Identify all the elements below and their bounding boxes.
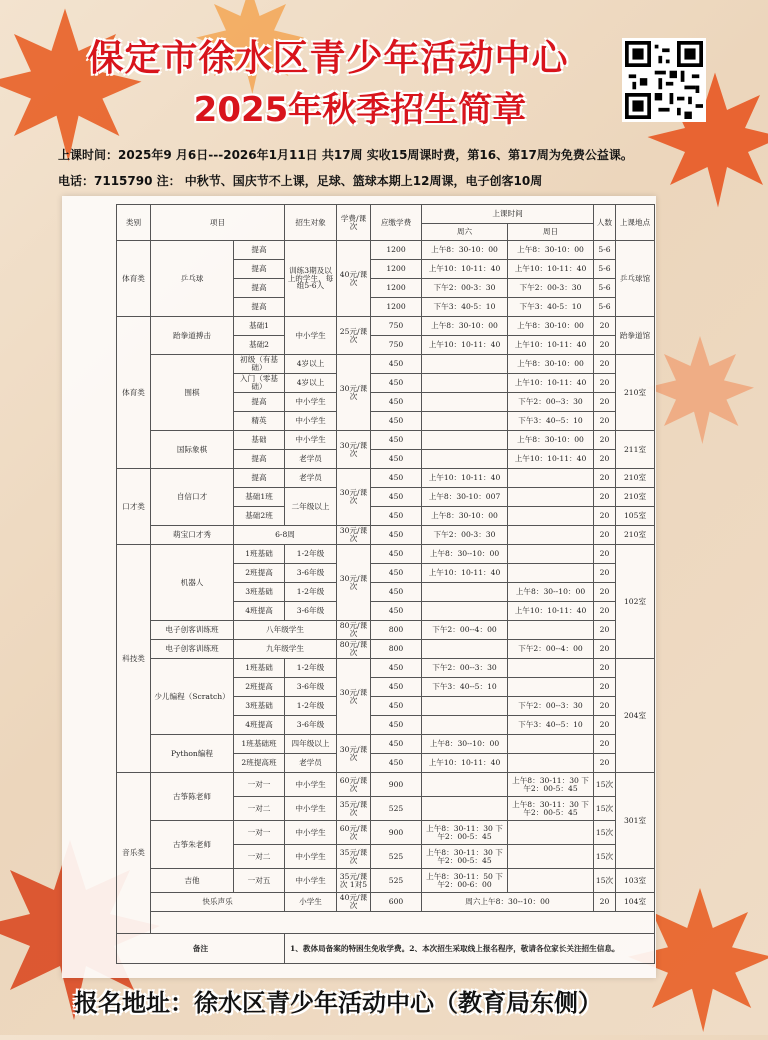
sat-time-cell: 下午2：00-3：30 (422, 526, 508, 545)
count-cell: 20 (594, 621, 616, 640)
header-fee: 学费/课次 (337, 205, 371, 241)
target-cell: 1-2年级 (285, 545, 337, 564)
fee-cell: 60元/课次 (337, 773, 371, 797)
fee-cell: 80元/课次 (337, 621, 371, 640)
fee-cell: 30元/课次 (337, 545, 371, 621)
project-cell: 电子创客训练班 (151, 621, 234, 640)
sun-time-cell (508, 469, 594, 488)
sun-time-cell: 上午10：10-11：40 (508, 450, 594, 469)
location-cell: 210室 (616, 355, 655, 431)
sat-time-cell (422, 773, 508, 797)
location-cell: 103室 (616, 869, 655, 893)
sat-time-cell: 上午10：10-11：40 (422, 336, 508, 355)
target-cell: 中小学生 (285, 412, 337, 431)
header-saturday: 周六 (422, 224, 508, 241)
sun-time-cell (508, 659, 594, 678)
sun-time-cell (508, 545, 594, 564)
count-cell: 5-6 (594, 279, 616, 298)
level-cell: 4班提高 (234, 602, 285, 621)
target-cell: 老学员 (285, 754, 337, 773)
level-cell: 入门（零基础） (234, 374, 285, 393)
course-table (116, 204, 655, 964)
count-cell: 20 (594, 355, 616, 374)
count-cell: 20 (594, 526, 616, 545)
poster-title-line1: 保定市徐水区青少年活动中心 (87, 38, 569, 79)
remark-label: 备注 (117, 934, 285, 964)
count-cell: 5-6 (594, 241, 616, 260)
sun-time-cell: 上午10：10-11：40 (508, 336, 594, 355)
target-cell: 训练3期及以上的学生，每组5-6人 (285, 241, 337, 317)
level-cell: 提高 (234, 241, 285, 260)
level-cell: 3班基础 (234, 583, 285, 602)
sat-time-cell (422, 450, 508, 469)
fee-cell: 30元/课次 (337, 735, 371, 773)
target-cell: 小学生 (285, 893, 337, 912)
header-payable: 应缴学费 (371, 205, 422, 241)
sun-time-cell: 下午2：00-3：30 (508, 279, 594, 298)
payable-cell: 750 (371, 317, 422, 336)
level-cell: 1班基础班 (234, 735, 285, 754)
sun-time-cell: 下午3：40--5：10 (508, 716, 594, 735)
payable-cell: 450 (371, 507, 422, 526)
sun-time-cell: 上午8：30-10：00 (508, 241, 594, 260)
sun-time-cell: 上午10：10-11：40 (508, 374, 594, 393)
sat-time-cell: 上午8：30-10：007 (422, 488, 508, 507)
payable-cell: 450 (371, 431, 422, 450)
sat-time-cell (422, 602, 508, 621)
project-cell: 机器人 (151, 545, 234, 621)
count-cell: 20 (594, 545, 616, 564)
count-cell: 20 (594, 893, 616, 912)
target-cell: 6-8周 (234, 526, 337, 545)
count-cell: 20 (594, 564, 616, 583)
location-cell: 301室 (616, 773, 655, 869)
count-cell: 20 (594, 583, 616, 602)
count-cell: 20 (594, 431, 616, 450)
payable-cell: 800 (371, 640, 422, 659)
header-sunday: 周日 (508, 224, 594, 241)
sun-time-cell: 上午8：30-11：30 下午2：00-5：45 (508, 773, 594, 797)
location-cell: 211室 (616, 431, 655, 469)
count-cell: 20 (594, 393, 616, 412)
fee-cell: 40元/课次 (337, 893, 371, 912)
project-cell: 围棋 (151, 355, 234, 431)
qr-code-image (622, 38, 706, 122)
level-cell: 提高 (234, 469, 285, 488)
target-cell: 3-6年级 (285, 602, 337, 621)
fee-cell: 30元/课次 (337, 526, 371, 545)
count-cell: 20 (594, 412, 616, 431)
category-cell: 口才类 (117, 469, 151, 545)
payable-cell: 450 (371, 564, 422, 583)
payable-cell: 450 (371, 355, 422, 374)
project-cell: 自信口才 (151, 469, 234, 526)
sun-time-cell: 下午2：00--4：00 (508, 640, 594, 659)
sat-time-cell: 上午10：10-11：40 (422, 564, 508, 583)
target-cell: 老学员 (285, 450, 337, 469)
location-cell: 104室 (616, 893, 655, 912)
target-cell: 中小学生 (285, 845, 337, 869)
target-cell: 八年级学生 (234, 621, 337, 640)
level-cell: 提高 (234, 393, 285, 412)
count-cell: 20 (594, 754, 616, 773)
count-cell: 20 (594, 507, 616, 526)
level-cell: 一对一 (234, 821, 285, 845)
payable-cell: 450 (371, 659, 422, 678)
target-cell: 中小学生 (285, 773, 337, 797)
sat-time-cell: 上午8：30-10：00 (422, 507, 508, 526)
target-cell: 中小学生 (285, 431, 337, 450)
sat-time-cell: 上午8：30-11：30 下午2：00-5：45 (422, 845, 508, 869)
count-cell: 20 (594, 602, 616, 621)
sat-time-cell: 下午3：40--5：10 (422, 678, 508, 697)
sun-time-cell: 上午10：10-11：40 (508, 602, 594, 621)
count-cell: 20 (594, 640, 616, 659)
sat-time-cell: 上午8：30-11：30 下午2：00-5：45 (422, 821, 508, 845)
project-cell: 乒乓球 (151, 241, 234, 317)
location-cell: 204室 (616, 659, 655, 773)
payable-cell: 450 (371, 754, 422, 773)
fee-cell: 30元/课次 (337, 355, 371, 431)
contact-info-line: 电话：7115790 注： 中秋节、国庆节不上课，足球、篮球本期上12周课，电子创客10周 (58, 174, 543, 188)
sat-time-cell: 上午8：30-11：50 下午2：00-6：00 (422, 869, 508, 893)
location-cell: 乒乓球馆 (616, 241, 655, 317)
sun-time-cell: 上午10：10-11：40 (508, 260, 594, 279)
sun-time-cell: 下午3：40--5：10 (508, 412, 594, 431)
sat-time-cell (422, 697, 508, 716)
level-cell: 提高 (234, 450, 285, 469)
count-cell: 20 (594, 697, 616, 716)
sun-time-cell (508, 526, 594, 545)
payable-cell: 450 (371, 583, 422, 602)
payable-cell: 1200 (371, 298, 422, 317)
target-cell: 1-2年级 (285, 659, 337, 678)
level-cell: 2班提高 (234, 678, 285, 697)
payable-cell: 450 (371, 469, 422, 488)
target-cell: 四年级以上 (285, 735, 337, 754)
sat-time-cell: 上午10：10-11：40 (422, 260, 508, 279)
sun-time-cell: 上午8：30--10：00 (508, 583, 594, 602)
sun-time-cell (508, 621, 594, 640)
remark-text: 1、教体局备案的特困生免收学费。2、本次招生采取线上报名程序，敬请各位家长关注招生信息。 (285, 934, 655, 964)
header-time: 上课时间 (422, 205, 594, 224)
category-cell: 体育类 (117, 317, 151, 469)
level-cell: 提高 (234, 260, 285, 279)
sun-time-cell (508, 869, 594, 893)
project-cell: 跆拳道搏击 (151, 317, 234, 355)
sat-time-cell: 上午8：30--10：00 (422, 735, 508, 754)
level-cell: 初级（有基础） (234, 355, 285, 374)
sun-time-cell: 上午8：30-10：00 (508, 355, 594, 374)
sat-time-cell: 下午3：40-5：10 (422, 298, 508, 317)
sun-time-cell: 下午2：00--3：30 (508, 697, 594, 716)
sat-time-cell: 上午8：30-10：00 (422, 241, 508, 260)
sun-time-cell (508, 564, 594, 583)
count-cell: 20 (594, 317, 616, 336)
target-cell: 3-6年级 (285, 678, 337, 697)
fee-cell: 35元/课次 (337, 797, 371, 821)
payable-cell: 1200 (371, 260, 422, 279)
payable-cell: 450 (371, 602, 422, 621)
count-cell: 15次 (594, 821, 616, 845)
sun-time-cell: 上午8：30-11：30 下午2：00-5：45 (508, 797, 594, 821)
count-cell: 15次 (594, 869, 616, 893)
sun-time-cell: 上午8：30-10：00 (508, 317, 594, 336)
sat-time-cell: 上午8：30-10：00 (422, 317, 508, 336)
location-cell: 210室 (616, 488, 655, 507)
sun-time-cell (508, 735, 594, 754)
target-cell: 中小学生 (285, 821, 337, 845)
project-cell: 吉他 (151, 869, 234, 893)
target-cell: 九年级学生 (234, 640, 337, 659)
level-cell: 基础 (234, 431, 285, 450)
payable-cell: 900 (371, 773, 422, 797)
sat-time-cell (422, 374, 508, 393)
project-cell: 少儿编程（Scratch） (151, 659, 234, 735)
fee-cell: 40元/课次 (337, 241, 371, 317)
header-target: 招生对象 (285, 205, 337, 241)
header-project: 项目 (151, 205, 285, 241)
sat-time-cell (422, 797, 508, 821)
sat-time-cell (422, 412, 508, 431)
fee-cell: 30元/课次 (337, 469, 371, 526)
level-cell: 一对二 (234, 845, 285, 869)
fee-cell: 35元/课次 (337, 845, 371, 869)
sun-time-cell (508, 754, 594, 773)
schedule-info-line: 上课时间：2025年9 月6日---2026年1月11日 共17周 实收15周课时费，第16、第17周为免费公益课。 (58, 148, 633, 162)
payable-cell: 600 (371, 893, 422, 912)
project-cell: 萌宝口才秀 (151, 526, 234, 545)
fee-cell: 30元/课次 (337, 431, 371, 469)
payable-cell: 525 (371, 845, 422, 869)
payable-cell: 450 (371, 735, 422, 754)
location-cell: 105室 (616, 507, 655, 526)
count-cell: 5-6 (594, 260, 616, 279)
project-cell: 古筝朱老师 (151, 821, 234, 869)
header-category: 类别 (117, 205, 151, 241)
payable-cell: 450 (371, 545, 422, 564)
target-cell: 中小学生 (285, 869, 337, 893)
level-cell: 基础1 (234, 317, 285, 336)
level-cell: 2班提高 (234, 564, 285, 583)
target-cell: 3-6年级 (285, 716, 337, 735)
count-cell: 5-6 (594, 298, 616, 317)
sat-time-cell (422, 393, 508, 412)
sat-time-cell: 上午10：10-11：40 (422, 469, 508, 488)
project-cell: 国际象棋 (151, 431, 234, 469)
count-cell: 20 (594, 469, 616, 488)
level-cell: 一对五 (234, 869, 285, 893)
level-cell: 基础2班 (234, 507, 285, 526)
count-cell: 20 (594, 488, 616, 507)
payable-cell: 450 (371, 488, 422, 507)
payable-cell: 525 (371, 869, 422, 893)
location-cell: 210室 (616, 469, 655, 488)
count-cell: 20 (594, 716, 616, 735)
payable-cell: 1200 (371, 241, 422, 260)
header-location: 上课地点 (616, 205, 655, 241)
level-cell: 提高 (234, 298, 285, 317)
level-cell: 1班基础 (234, 659, 285, 678)
count-cell: 20 (594, 336, 616, 355)
level-cell: 一对一 (234, 773, 285, 797)
payable-cell: 1200 (371, 279, 422, 298)
time-cell: 周六上午8：30--10：00 (422, 893, 594, 912)
location-cell: 跆拳道馆 (616, 317, 655, 355)
sun-time-cell: 下午3：40-5：10 (508, 298, 594, 317)
level-cell: 2班提高班 (234, 754, 285, 773)
sat-time-cell: 下午2：00--3：30 (422, 659, 508, 678)
payable-cell: 450 (371, 393, 422, 412)
target-cell: 1-2年级 (285, 583, 337, 602)
project-cell: 电子创客训练班 (151, 640, 234, 659)
level-cell: 1班基础 (234, 545, 285, 564)
target-cell: 3-6年级 (285, 564, 337, 583)
poster-title-line2: 2025年秋季招生简章 (193, 90, 527, 130)
target-cell: 1-2年级 (285, 697, 337, 716)
sat-time-cell: 下午2：00--4：00 (422, 621, 508, 640)
category-cell: 科技类 (117, 545, 151, 773)
location-cell: 102室 (616, 545, 655, 659)
fee-cell: 25元/课次 (337, 317, 371, 355)
payable-cell: 450 (371, 526, 422, 545)
level-cell: 一对二 (234, 797, 285, 821)
category-cell: 音乐类 (117, 773, 151, 934)
sun-time-cell (508, 845, 594, 869)
registration-address: 报名地址：徐水区青少年活动中心（教育局东侧） (74, 989, 602, 1017)
target-cell: 中小学生 (285, 317, 337, 355)
fee-cell: 35元/课次 1对5 (337, 869, 371, 893)
level-cell: 3班基础 (234, 697, 285, 716)
target-cell: 4岁以上 (285, 355, 337, 374)
sun-time-cell (508, 821, 594, 845)
payable-cell: 900 (371, 821, 422, 845)
category-cell: 体育类 (117, 241, 151, 317)
sat-time-cell: 上午8：30--10：00 (422, 545, 508, 564)
target-cell: 老学员 (285, 469, 337, 488)
header-count: 人数 (594, 205, 616, 241)
payable-cell: 450 (371, 374, 422, 393)
sun-time-cell (508, 507, 594, 526)
level-cell: 4班提高 (234, 716, 285, 735)
sat-time-cell: 上午10：10-11：40 (422, 754, 508, 773)
sun-time-cell (508, 678, 594, 697)
sat-time-cell (422, 640, 508, 659)
target-cell: 4岁以上 (285, 374, 337, 393)
payable-cell: 450 (371, 678, 422, 697)
sat-time-cell: 下午2：00-3：30 (422, 279, 508, 298)
sat-time-cell (422, 431, 508, 450)
count-cell: 20 (594, 735, 616, 754)
sat-time-cell (422, 583, 508, 602)
payable-cell: 450 (371, 412, 422, 431)
count-cell: 15次 (594, 797, 616, 821)
project-cell: Python编程 (151, 735, 234, 773)
count-cell: 20 (594, 678, 616, 697)
sun-time-cell: 下午2：00--3：30 (508, 393, 594, 412)
target-cell: 中小学生 (285, 393, 337, 412)
location-cell: 210室 (616, 526, 655, 545)
level-cell: 精英 (234, 412, 285, 431)
maple-leaf-decoration-right (640, 330, 760, 450)
target-cell: 二年级以上 (285, 488, 337, 526)
count-cell: 20 (594, 374, 616, 393)
count-cell: 20 (594, 450, 616, 469)
target-cell: 中小学生 (285, 797, 337, 821)
count-cell: 15次 (594, 773, 616, 797)
level-cell: 基础1班 (234, 488, 285, 507)
sun-time-cell: 上午8：30-10：00 (508, 431, 594, 450)
project-cell: 快乐声乐 (151, 893, 285, 912)
sat-time-cell (422, 355, 508, 374)
sat-time-cell (422, 716, 508, 735)
payable-cell: 450 (371, 450, 422, 469)
payable-cell: 450 (371, 716, 422, 735)
payable-cell: 750 (371, 336, 422, 355)
fee-cell: 30元/课次 (337, 659, 371, 735)
level-cell: 提高 (234, 279, 285, 298)
payable-cell: 450 (371, 697, 422, 716)
level-cell: 基础2 (234, 336, 285, 355)
fee-cell: 60元/课次 (337, 821, 371, 845)
fee-cell: 80元/课次 (337, 640, 371, 659)
sun-time-cell (508, 488, 594, 507)
count-cell: 15次 (594, 845, 616, 869)
project-cell: 古筝陈老师 (151, 773, 234, 821)
payable-cell: 800 (371, 621, 422, 640)
count-cell: 20 (594, 659, 616, 678)
payable-cell: 525 (371, 797, 422, 821)
